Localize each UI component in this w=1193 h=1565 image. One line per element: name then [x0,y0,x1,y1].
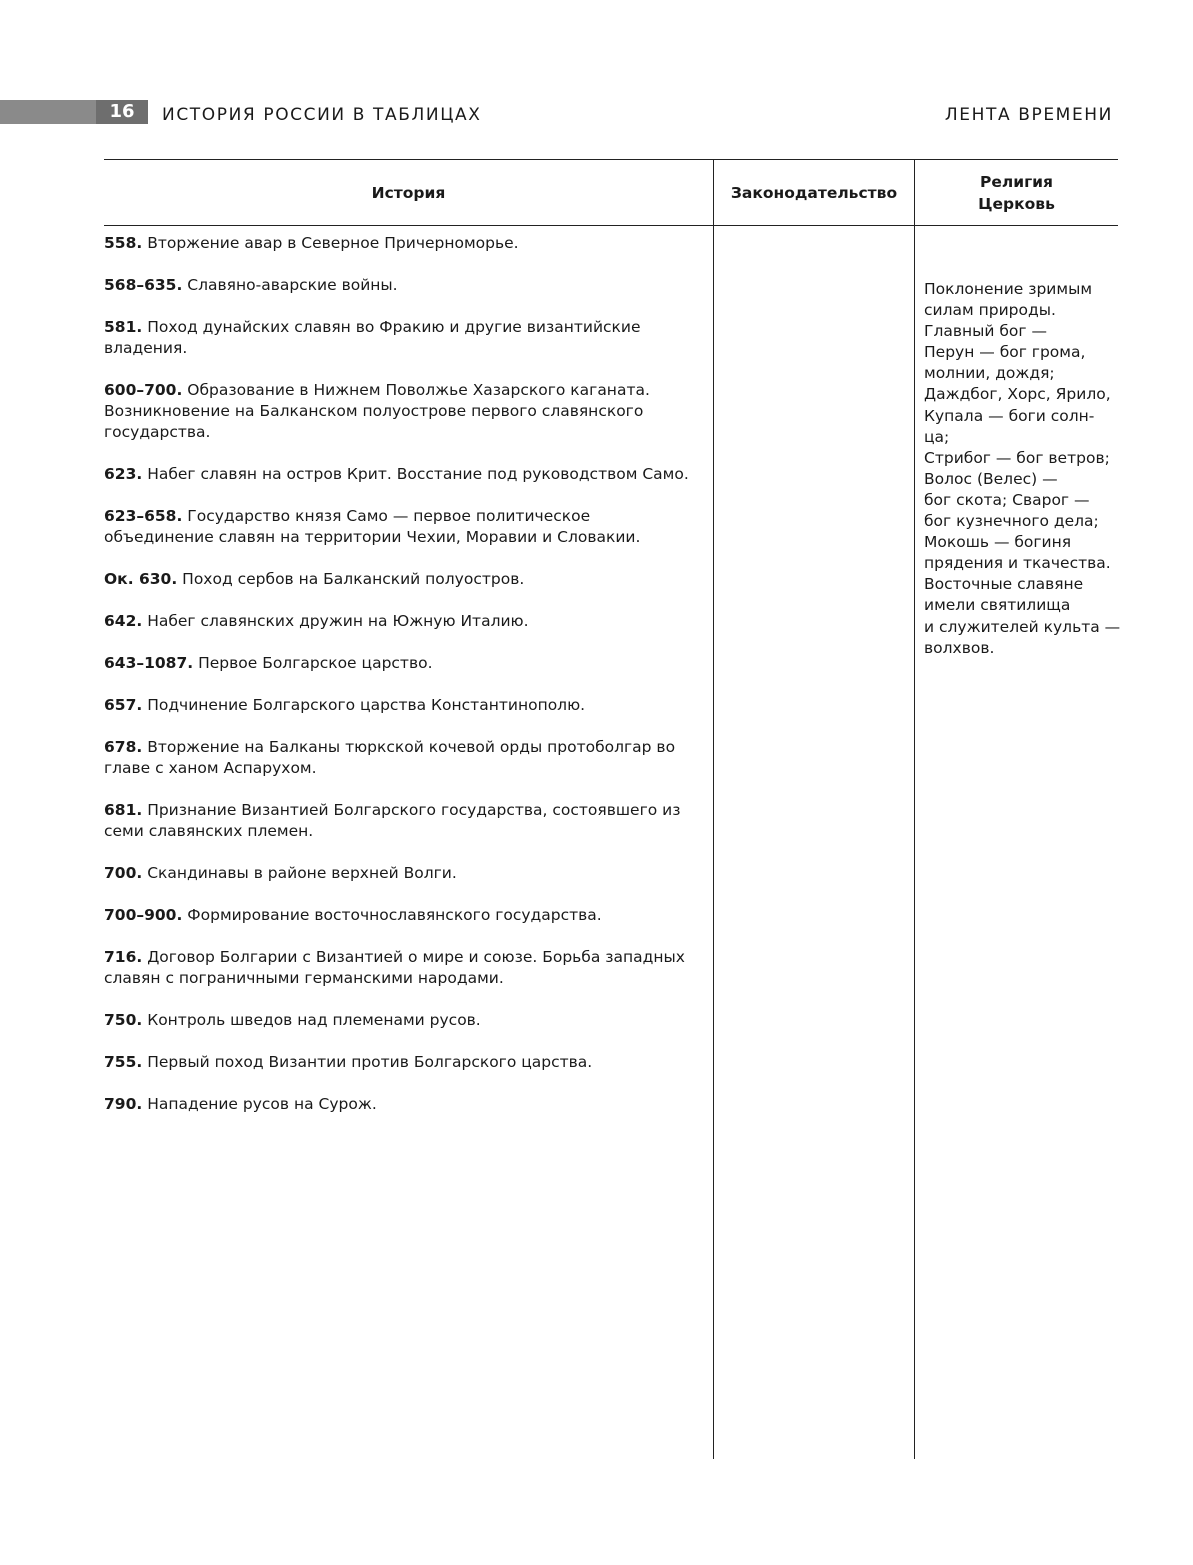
event-year: 755. [104,1053,143,1071]
religion-text-line: Даждбог, Хорс, Ярило, [924,385,1111,404]
section-title: ЛЕНТА ВРЕМЕНИ [944,105,1113,125]
religion-text-line: волхвов. [924,638,995,657]
event-text: Первое Болгарское царство. [198,654,433,672]
event-text: Поход сербов на Балканский полуостров. [182,570,525,588]
religion-text-line: Главный бог — [924,322,1047,341]
religion-text-line: и служителей культа — [924,617,1121,636]
event-year: 657. [104,696,143,714]
event-year: 642. [104,612,143,630]
religion-text-line: ца; [924,427,950,446]
event-text: Формирование восточнославянского государства. [187,906,602,924]
religion-text-line: Мокошь — богиня [924,533,1072,552]
event-text: Контроль шведов над племенами русов. [147,1011,481,1029]
event-year: 750. [104,1011,143,1029]
event-year: Ок. 630. [104,570,178,588]
history-event [104,233,704,254]
event-text: Вторжение на Балканы тюркской кочевой орды протоболгар во главе с ханом Аспарухом. [104,738,676,777]
event-text: Договор Болгарии с Византией о мире и союзе. Борьба западных славян с пограничными германскими народами. [104,948,685,987]
event-text: Набег славянских дружин на Южную Италию. [147,612,529,630]
history-event [104,464,704,485]
column-header-label: Религия [980,172,1053,191]
history-event [104,695,704,716]
event-text: Набег славян на остров Крит. Восстание под руководством Само. [147,465,689,483]
event-year: 700–900. [104,906,183,924]
page-number: 16 [96,100,148,124]
history-event [104,611,704,632]
religion-text-line: Стрибог — бог ветров; [924,448,1110,467]
column-header-history [104,160,713,225]
table-header-rule [104,225,1118,226]
event-text: Признание Византией Болгарского государства, состоявшего из семи славянских племен. [104,801,681,840]
history-event [104,317,704,359]
column-header-label: Законодательство [730,183,898,202]
column-divider [713,159,714,1459]
religion-text-line: Купала — боги солн- [924,406,1095,425]
religion-text-line: бог скота; Сварог — [924,490,1090,509]
religion-text-line: силам природы. [924,301,1056,320]
event-year: 581. [104,318,143,336]
religion-text-line: прядения и ткачества. [924,554,1111,573]
column-header-label: История [371,183,446,202]
header-bar [0,100,96,124]
event-text: Подчинение Болгарского царства Константинополю. [147,696,586,714]
history-event [104,905,704,926]
religion-text-line: Волос (Велес) — [924,469,1058,488]
history-event [104,1010,704,1031]
history-event [104,380,704,443]
religion-text-line: Перун — бог грома, [924,343,1086,362]
history-event [104,1094,704,1115]
history-event [104,653,704,674]
column-header-label: Церковь [978,194,1055,213]
event-text: Государство князя Само — первое политическое объединение славян на территории Чехии, Моравии и Словакии. [104,507,641,546]
event-text: Нападение русов на Сурож. [147,1095,377,1113]
book-title: ИСТОРИЯ РОССИИ В ТАБЛИЦАХ [162,105,482,125]
event-year: 568–635. [104,276,183,294]
history-column [104,233,704,1136]
column-divider [914,159,915,1459]
religion-text-line: молнии, дождя; [924,364,1055,383]
history-event [104,737,704,779]
event-year: 623–658. [104,507,183,525]
event-text: Славяно-аварские войны. [187,276,398,294]
religion-text-line: бог кузнечного дела; [924,512,1099,531]
event-text: Вторжение авар в Северное Причерноморье. [147,234,519,252]
history-event [104,275,704,296]
religion-column [924,279,1121,659]
religion-text-line: имели святилища [924,596,1071,615]
event-year: 643–1087. [104,654,194,672]
history-event [104,800,704,842]
event-year: 678. [104,738,143,756]
column-header-religion [915,160,1118,225]
history-event [104,1052,704,1073]
religion-text-line: Поклонение зримым [924,280,1093,298]
history-event [104,863,704,884]
column-header-legislation [714,160,914,225]
religion-text-line: Восточные славяне [924,575,1084,594]
event-text: Поход дунайских славян во Фракию и другие византийские владения. [104,318,641,357]
event-text: Скандинавы в районе верхней Волги. [147,864,457,882]
event-year: 623. [104,465,143,483]
event-year: 700. [104,864,143,882]
event-year: 681. [104,801,143,819]
history-event [104,947,704,989]
event-year: 558. [104,234,143,252]
event-text: Образование в Нижнем Поволжье Хазарского каганата. Возникновение на Балканском полуострове первого славянского государства. [104,381,650,441]
history-event [104,569,704,590]
history-event [104,506,704,548]
event-year: 790. [104,1095,143,1113]
page-header [0,100,1193,126]
event-text: Первый поход Византии против Болгарского царства. [147,1053,593,1071]
event-year: 600–700. [104,381,183,399]
event-year: 716. [104,948,143,966]
